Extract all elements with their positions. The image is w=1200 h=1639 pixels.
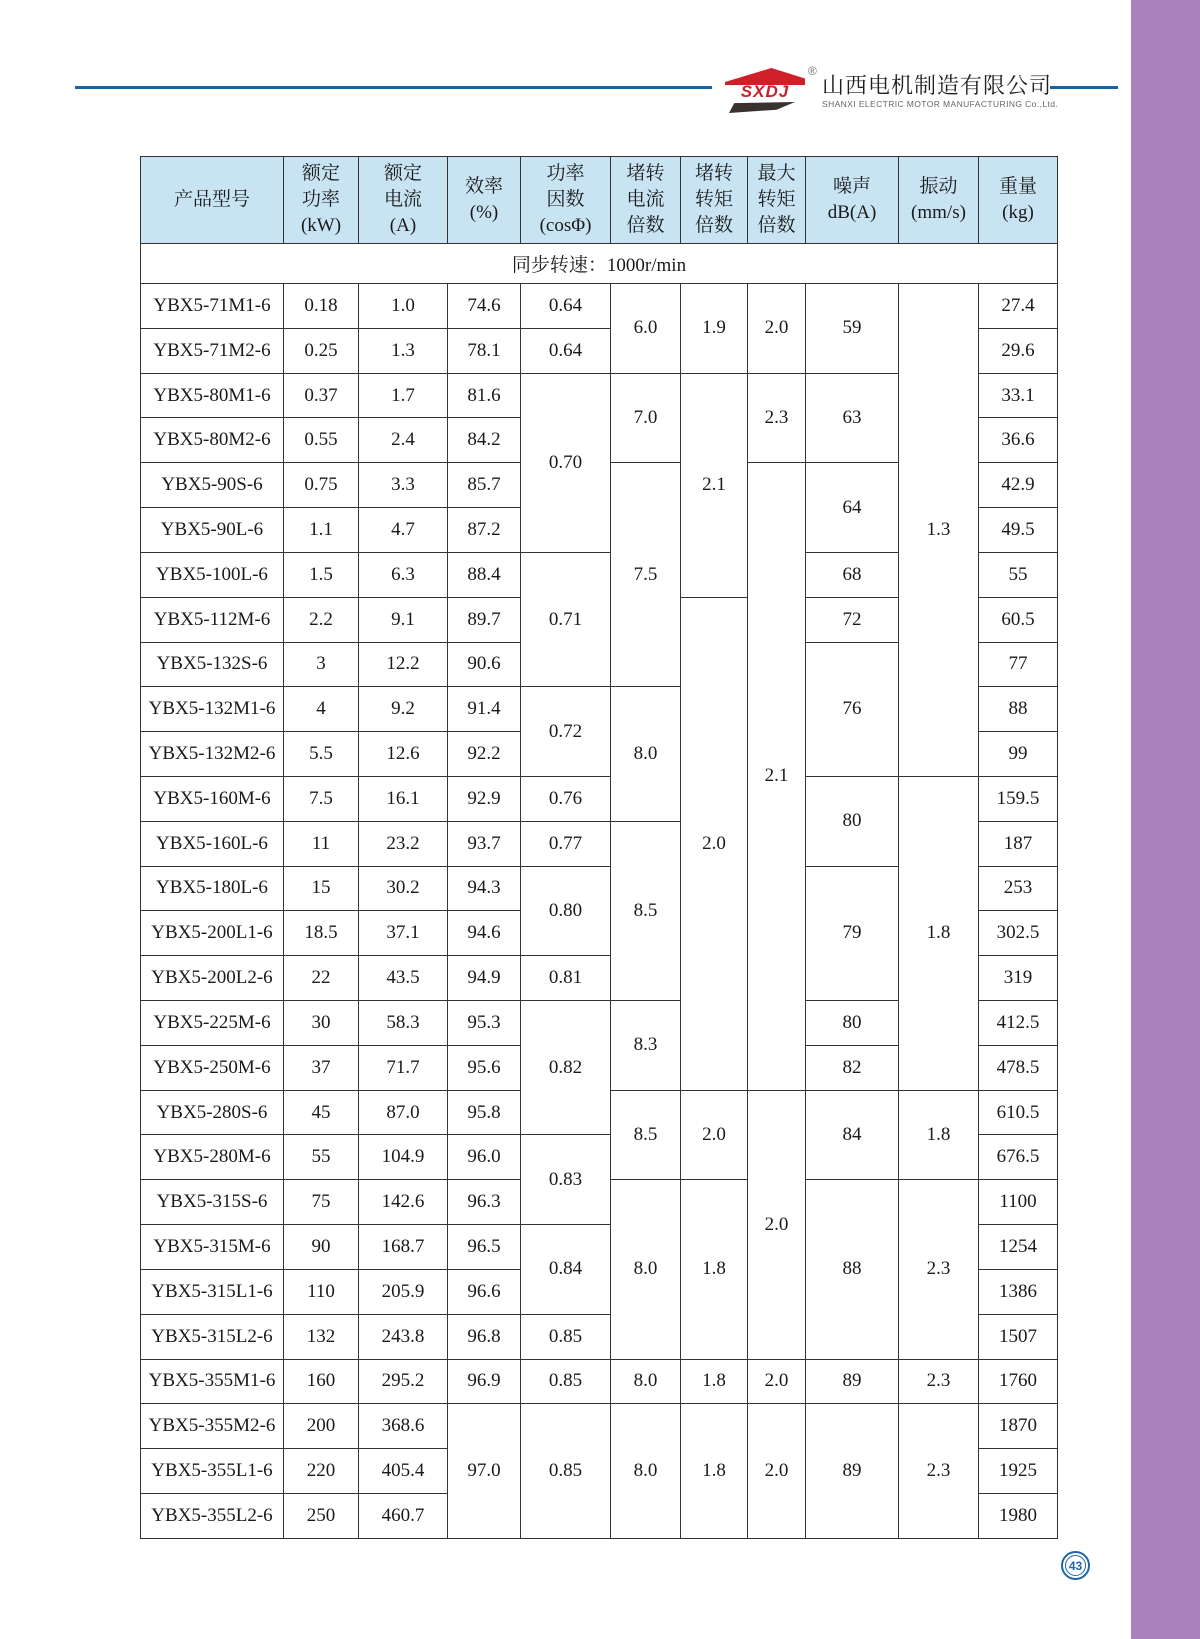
value-cell: 200: [284, 1404, 359, 1449]
value-cell: 0.84: [521, 1225, 611, 1315]
value-cell: 2.0: [748, 1090, 806, 1359]
value-cell: 1.0: [359, 284, 448, 329]
value-cell: 1.9: [681, 284, 748, 374]
model-cell: YBX5-71M2-6: [141, 328, 284, 373]
value-cell: 8.0: [611, 687, 681, 821]
table-row: [141, 284, 1058, 329]
value-cell: 8.3: [611, 1001, 681, 1091]
value-cell: 220: [284, 1449, 359, 1494]
value-cell: 63: [806, 373, 899, 463]
value-cell: 33.1: [979, 373, 1058, 418]
value-cell: 89.7: [448, 597, 521, 642]
value-cell: 0.18: [284, 284, 359, 329]
logo-swoosh-shape: [729, 102, 795, 113]
header-row: [141, 157, 1058, 244]
model-cell: YBX5-80M2-6: [141, 418, 284, 463]
value-cell: 0.72: [521, 687, 611, 777]
value-cell: 94.9: [448, 956, 521, 1001]
value-cell: 243.8: [359, 1314, 448, 1359]
model-cell: YBX5-132S-6: [141, 642, 284, 687]
model-cell: YBX5-315L1-6: [141, 1269, 284, 1314]
value-cell: 89: [806, 1359, 899, 1404]
value-cell: 478.5: [979, 1045, 1058, 1090]
value-cell: 1.1: [284, 508, 359, 553]
value-cell: 1.8: [899, 1090, 979, 1180]
value-cell: 0.80: [521, 866, 611, 956]
value-cell: 77: [979, 642, 1058, 687]
value-cell: 84: [806, 1090, 899, 1180]
value-cell: 74.6: [448, 284, 521, 329]
model-cell: YBX5-100L-6: [141, 552, 284, 597]
value-cell: 64: [806, 463, 899, 553]
value-cell: 2.1: [681, 373, 748, 597]
model-cell: YBX5-280M-6: [141, 1135, 284, 1180]
company-name-block: [822, 73, 1059, 109]
model-cell: YBX5-315M-6: [141, 1225, 284, 1270]
column-header: 功率 因数 (cosΦ): [521, 157, 611, 244]
value-cell: 11: [284, 821, 359, 866]
value-cell: 319: [979, 956, 1058, 1001]
spec-table: [140, 156, 1058, 1539]
model-cell: YBX5-71M1-6: [141, 284, 284, 329]
value-cell: 1.8: [681, 1359, 748, 1404]
column-header: 噪声 dB(A): [806, 157, 899, 244]
value-cell: 0.71: [521, 552, 611, 686]
value-cell: 0.81: [521, 956, 611, 1001]
value-cell: 159.5: [979, 776, 1058, 821]
value-cell: 2.3: [748, 373, 806, 463]
value-cell: 12.2: [359, 642, 448, 687]
model-cell: YBX5-225M-6: [141, 1001, 284, 1046]
column-header: 堵转 转矩 倍数: [681, 157, 748, 244]
column-header: 效率 (%): [448, 157, 521, 244]
value-cell: 2.0: [681, 1090, 748, 1180]
value-cell: 22: [284, 956, 359, 1001]
value-cell: 43.5: [359, 956, 448, 1001]
value-cell: 96.9: [448, 1359, 521, 1404]
value-cell: 132: [284, 1314, 359, 1359]
value-cell: 23.2: [359, 821, 448, 866]
value-cell: 90: [284, 1225, 359, 1270]
value-cell: 95.6: [448, 1045, 521, 1090]
value-cell: 96.3: [448, 1180, 521, 1225]
value-cell: 1.7: [359, 373, 448, 418]
value-cell: 6.0: [611, 284, 681, 374]
table-row: [141, 1404, 1058, 1449]
value-cell: 302.5: [979, 911, 1058, 956]
value-cell: 16.1: [359, 776, 448, 821]
logo-mark-icon: [725, 68, 805, 114]
model-cell: YBX5-200L1-6: [141, 911, 284, 956]
value-cell: 84.2: [448, 418, 521, 463]
logo-brand-text: SXDJ: [740, 82, 790, 101]
value-cell: 37: [284, 1045, 359, 1090]
value-cell: 80: [806, 776, 899, 866]
model-cell: YBX5-160L-6: [141, 821, 284, 866]
value-cell: 2.3: [899, 1404, 979, 1538]
value-cell: 0.76: [521, 776, 611, 821]
value-cell: 0.77: [521, 821, 611, 866]
value-cell: 295.2: [359, 1359, 448, 1404]
column-header: 额定 电流 (A): [359, 157, 448, 244]
model-cell: YBX5-132M2-6: [141, 732, 284, 777]
value-cell: 3.3: [359, 463, 448, 508]
value-cell: 1507: [979, 1314, 1058, 1359]
value-cell: 104.9: [359, 1135, 448, 1180]
value-cell: 2.4: [359, 418, 448, 463]
value-cell: 36.6: [979, 418, 1058, 463]
value-cell: 27.4: [979, 284, 1058, 329]
value-cell: 95.8: [448, 1090, 521, 1135]
model-cell: YBX5-315L2-6: [141, 1314, 284, 1359]
value-cell: 1870: [979, 1404, 1058, 1449]
value-cell: 205.9: [359, 1269, 448, 1314]
model-cell: YBX5-250M-6: [141, 1045, 284, 1090]
value-cell: 2.3: [899, 1359, 979, 1404]
value-cell: 1.3: [899, 284, 979, 777]
value-cell: 96.6: [448, 1269, 521, 1314]
value-cell: 8.5: [611, 821, 681, 1000]
value-cell: 42.9: [979, 463, 1058, 508]
model-cell: YBX5-90L-6: [141, 508, 284, 553]
column-header: 产品型号: [141, 157, 284, 244]
column-header: 堵转 电流 倍数: [611, 157, 681, 244]
value-cell: 2.2: [284, 597, 359, 642]
value-cell: 71.7: [359, 1045, 448, 1090]
value-cell: 37.1: [359, 911, 448, 956]
value-cell: 29.6: [979, 328, 1058, 373]
value-cell: 2.0: [748, 284, 806, 374]
value-cell: 0.64: [521, 284, 611, 329]
value-cell: 0.85: [521, 1404, 611, 1538]
value-cell: 0.70: [521, 373, 611, 552]
value-cell: 68: [806, 552, 899, 597]
table-row: [141, 1359, 1058, 1404]
column-header: 额定 功率 (kW): [284, 157, 359, 244]
value-cell: 0.82: [521, 1001, 611, 1135]
value-cell: 96.5: [448, 1225, 521, 1270]
value-cell: 85.7: [448, 463, 521, 508]
model-cell: YBX5-90S-6: [141, 463, 284, 508]
value-cell: 59: [806, 284, 899, 374]
value-cell: 676.5: [979, 1135, 1058, 1180]
value-cell: 1.8: [681, 1404, 748, 1538]
value-cell: 12.6: [359, 732, 448, 777]
value-cell: 0.85: [521, 1314, 611, 1359]
company-logo: [712, 56, 1059, 114]
page-edge-band: [1131, 0, 1200, 1639]
value-cell: 160: [284, 1359, 359, 1404]
value-cell: 0.25: [284, 328, 359, 373]
section-label: 同步转速：1000r/min: [141, 244, 1058, 284]
value-cell: 0.64: [521, 328, 611, 373]
column-header: 最大 转矩 倍数: [748, 157, 806, 244]
value-cell: 88: [979, 687, 1058, 732]
value-cell: 2.0: [748, 1404, 806, 1538]
value-cell: 0.85: [521, 1359, 611, 1404]
value-cell: 610.5: [979, 1090, 1058, 1135]
value-cell: 45: [284, 1090, 359, 1135]
value-cell: 5.5: [284, 732, 359, 777]
value-cell: 142.6: [359, 1180, 448, 1225]
value-cell: 1386: [979, 1269, 1058, 1314]
value-cell: 58.3: [359, 1001, 448, 1046]
value-cell: 2.0: [681, 597, 748, 1090]
value-cell: 412.5: [979, 1001, 1058, 1046]
value-cell: 87.2: [448, 508, 521, 553]
value-cell: 94.6: [448, 911, 521, 956]
value-cell: 96.0: [448, 1135, 521, 1180]
value-cell: 7.5: [284, 776, 359, 821]
value-cell: 49.5: [979, 508, 1058, 553]
model-cell: YBX5-280S-6: [141, 1090, 284, 1135]
value-cell: 8.0: [611, 1180, 681, 1359]
value-cell: 15: [284, 866, 359, 911]
column-header: 振动 (mm/s): [899, 157, 979, 244]
value-cell: 187: [979, 821, 1058, 866]
value-cell: 79: [806, 866, 899, 1000]
value-cell: 99: [979, 732, 1058, 777]
value-cell: 82: [806, 1045, 899, 1090]
company-name-cn: 山西电机制造有限公司: [822, 73, 1053, 98]
value-cell: 4: [284, 687, 359, 732]
model-cell: YBX5-355M2-6: [141, 1404, 284, 1449]
value-cell: 88.4: [448, 552, 521, 597]
value-cell: 6.3: [359, 552, 448, 597]
registered-trademark-icon: ®: [808, 64, 817, 78]
page-number-badge: [1061, 1551, 1090, 1580]
value-cell: 81.6: [448, 373, 521, 418]
model-cell: YBX5-160M-6: [141, 776, 284, 821]
value-cell: 1.8: [899, 776, 979, 1090]
value-cell: 91.4: [448, 687, 521, 732]
value-cell: 168.7: [359, 1225, 448, 1270]
value-cell: 1254: [979, 1225, 1058, 1270]
value-cell: 8.5: [611, 1090, 681, 1180]
value-cell: 94.3: [448, 866, 521, 911]
value-cell: 4.7: [359, 508, 448, 553]
value-cell: 405.4: [359, 1449, 448, 1494]
value-cell: 3: [284, 642, 359, 687]
value-cell: 55: [284, 1135, 359, 1180]
value-cell: 7.0: [611, 373, 681, 463]
value-cell: 110: [284, 1269, 359, 1314]
value-cell: 1760: [979, 1359, 1058, 1404]
model-cell: YBX5-180L-6: [141, 866, 284, 911]
value-cell: 18.5: [284, 911, 359, 956]
value-cell: 9.1: [359, 597, 448, 642]
value-cell: 2.3: [899, 1180, 979, 1359]
value-cell: 87.0: [359, 1090, 448, 1135]
value-cell: 8.0: [611, 1404, 681, 1538]
value-cell: 97.0: [448, 1404, 521, 1538]
value-cell: 78.1: [448, 328, 521, 373]
value-cell: 250: [284, 1493, 359, 1538]
value-cell: 55: [979, 552, 1058, 597]
value-cell: 72: [806, 597, 899, 642]
model-cell: YBX5-355L1-6: [141, 1449, 284, 1494]
value-cell: 89: [806, 1404, 899, 1538]
value-cell: 2.0: [748, 1359, 806, 1404]
value-cell: 1925: [979, 1449, 1058, 1494]
value-cell: 92.9: [448, 776, 521, 821]
value-cell: 30: [284, 1001, 359, 1046]
page-number: 43: [1065, 1555, 1086, 1576]
table-row: [141, 776, 1058, 821]
value-cell: 75: [284, 1180, 359, 1225]
model-cell: YBX5-112M-6: [141, 597, 284, 642]
value-cell: 460.7: [359, 1493, 448, 1538]
value-cell: 1.3: [359, 328, 448, 373]
value-cell: 60.5: [979, 597, 1058, 642]
value-cell: 0.83: [521, 1135, 611, 1225]
value-cell: 90.6: [448, 642, 521, 687]
value-cell: 30.2: [359, 866, 448, 911]
value-cell: 76: [806, 642, 899, 776]
value-cell: 1980: [979, 1493, 1058, 1538]
value-cell: 95.3: [448, 1001, 521, 1046]
model-cell: YBX5-80M1-6: [141, 373, 284, 418]
value-cell: 253: [979, 866, 1058, 911]
model-cell: YBX5-355M1-6: [141, 1359, 284, 1404]
model-cell: YBX5-132M1-6: [141, 687, 284, 732]
value-cell: 88: [806, 1180, 899, 1359]
company-name-en: SHANXI ELECTRIC MOTOR MANUFACTURING Co.,Ltd.: [822, 99, 1059, 109]
value-cell: 92.2: [448, 732, 521, 777]
model-cell: YBX5-355L2-6: [141, 1493, 284, 1538]
value-cell: 0.55: [284, 418, 359, 463]
value-cell: 1.5: [284, 552, 359, 597]
value-cell: 93.7: [448, 821, 521, 866]
value-cell: 1.8: [681, 1180, 748, 1359]
value-cell: 7.5: [611, 463, 681, 687]
value-cell: 80: [806, 1001, 899, 1046]
value-cell: 2.1: [748, 463, 806, 1090]
value-cell: 1100: [979, 1180, 1058, 1225]
value-cell: 368.6: [359, 1404, 448, 1449]
model-cell: YBX5-200L2-6: [141, 956, 284, 1001]
section-row: [141, 244, 1058, 284]
model-cell: YBX5-315S-6: [141, 1180, 284, 1225]
value-cell: 9.2: [359, 687, 448, 732]
value-cell: 8.0: [611, 1359, 681, 1404]
value-cell: 0.75: [284, 463, 359, 508]
value-cell: 96.8: [448, 1314, 521, 1359]
column-header: 重量 (kg): [979, 157, 1058, 244]
value-cell: 0.37: [284, 373, 359, 418]
